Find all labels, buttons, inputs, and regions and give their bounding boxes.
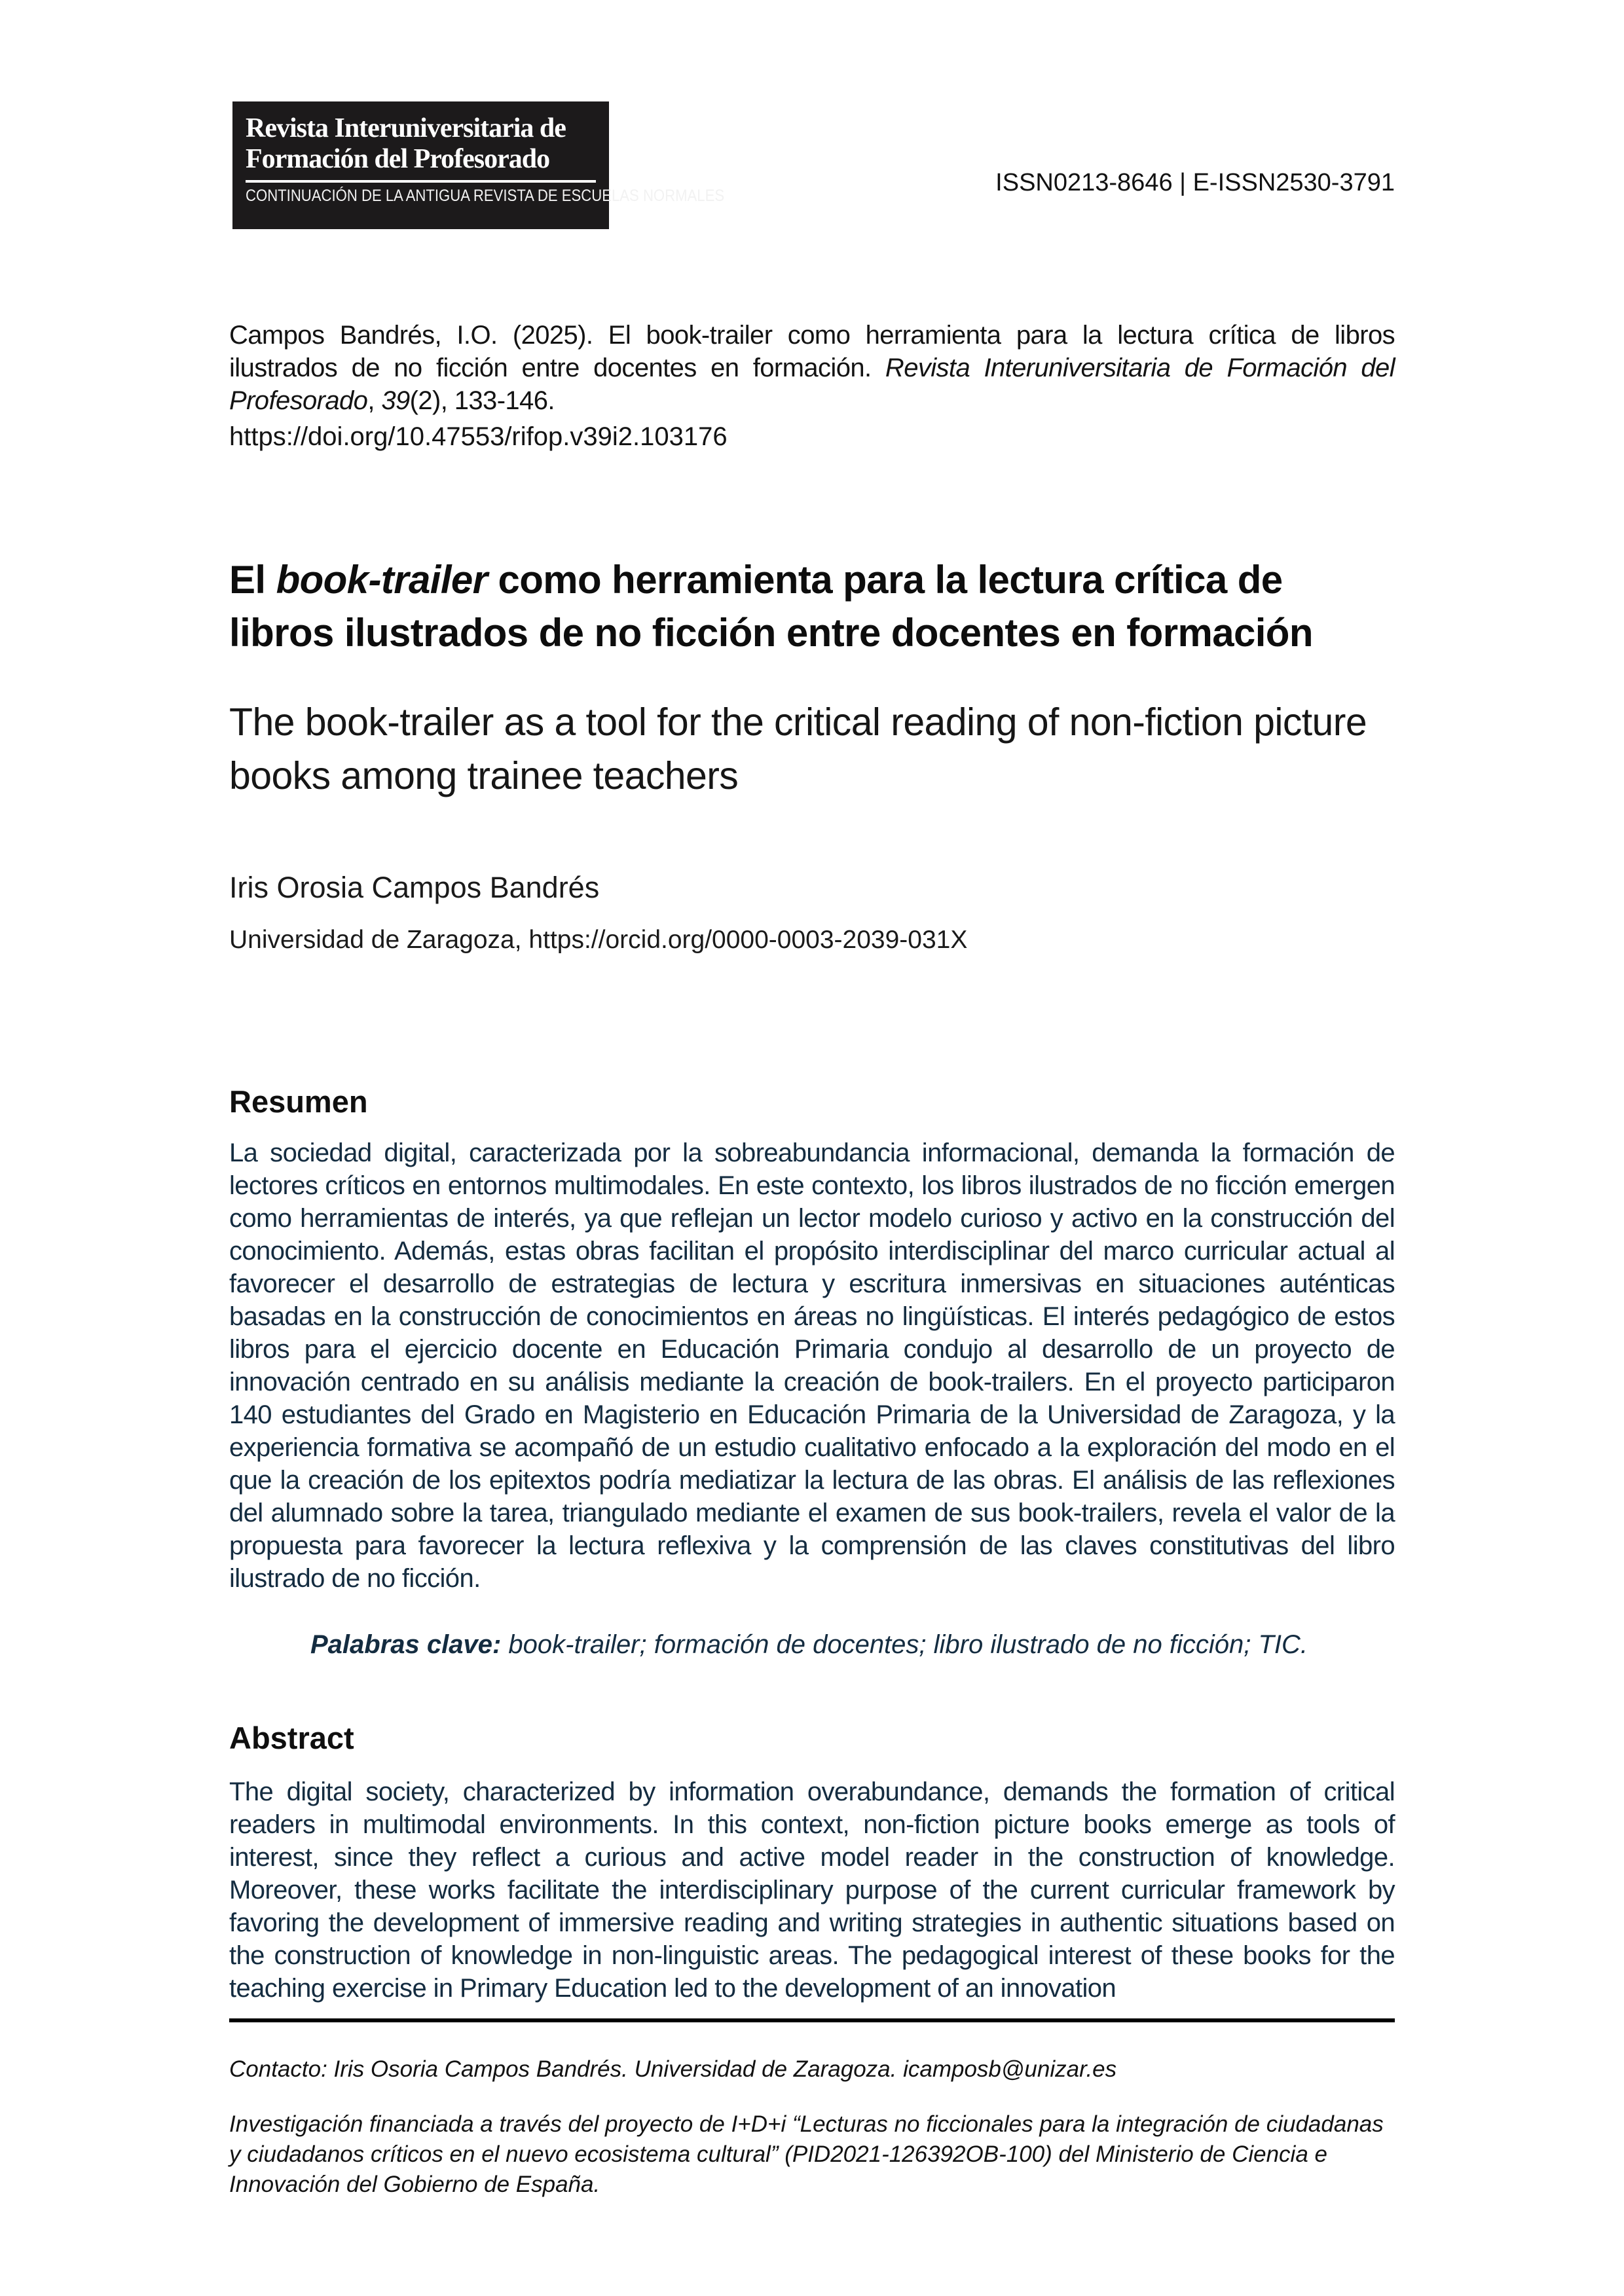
journal-logo-line1: Revista Interuniversitaria de [246,113,566,143]
abstract-heading: Abstract [229,1721,354,1755]
contact-line [229,2054,1395,2085]
citation-pages: (2), 133-146. [409,386,555,415]
title-english: The book-trailer as a tool for the critical reading of non-fiction picture books among trainee teachers [229,701,1367,797]
citation-journal-name: Revista Interuniversitaria de Formación del Profesorado [229,354,1395,415]
keywords-label: Palabras clave: [310,1630,502,1659]
title-spanish [229,553,1395,659]
footnote-divider [229,2018,1395,2022]
journal-logo-subline: CONTINUACIÓN DE LA ANTIGUA REVISTA DE ESCUELAS NORMALES [246,187,725,205]
keywords-line [229,1628,1395,1661]
issn-line: ISSN0213-8646 | E-ISSN2530-3791 [995,169,1395,196]
citation-volume: 39 [381,386,410,415]
affiliation-text: Universidad de Zaragoza, [229,926,529,954]
abstract-body: The digital society, characterized by information overabundance, demands the formation of critical readers in multimodal environments. In this context, non-fiction picture books emerge as tools of interest, since they reflect a curious and active model reader in the construction of knowledge. Moreover, these works facilitate the interdisciplinary purpose of the current curricular framework by favoring the development of immersive reading and writing strategies in authentic situations based on the construction of knowledge in non-linguistic areas. The pedagogical interest of these books for the teaching exercise in Primary Education led to the development of an innovation [229,1777,1395,2003]
funding-note: Investigación financiada a través del proyecto de I+D+i “Lecturas no ficcionales para la integración de ciudadanas y ciudadanos críticos en el nuevo ecosistema cultural” (PID2021-126392OB-100) del Ministerio de Ciencia e Innovación del Gobierno de España. [229,2111,1384,2197]
citation-text: Campos Bandrés, I.O. (2025). El book-trailer como herramienta para la lectura crítica de libros ilustrados de no ficción entre docentes en formación. [229,321,1395,382]
author-affiliation [229,926,1395,955]
citation-sep: , [367,386,382,415]
contact-email[interactable]: icamposb@unizar.es [903,2056,1117,2082]
journal-logo-title [246,113,596,183]
orcid-link[interactable]: https://orcid.org/0000-0003-2039-031X [528,926,968,954]
journal-logo-line2: Formación del Profesorado [246,144,550,174]
journal-logo [232,101,725,229]
resumen-body: La sociedad digital, caracterizada por la sobreabundancia informacional, demanda la formación de lectores críticos en entornos multimodales. En este contexto, los libros ilustrados de no ficción emergen como herramientas de interés, ya que reflejan un lector modelo curioso y activo en la construcción del conocimiento. Además, estas obras facilitan el propósito interdisciplinar del marco curricular actual al favorecer el desarrollo de estrategias de lectura y escritura inmersivas en situaciones auténticas basadas en la construcción de conocimientos en áreas no lingüísticas. El interés pedagógico de estos libros para el ejercicio docente en Educación Primaria condujo al desarrollo de un proyecto de innovación centrado en su análisis mediante la creación de book-trailers. En el proyecto participaron 140 estudiantes del Grado en Magisterio en Educación Primaria de la Universidad de Zaragoza, y la experiencia formativa se acompañó de un estudio cualitativo enfocado a la exploración del modo en el que la creación de los epitextos podría mediatizar la lectura de las obras. El análisis de las reflexiones del alumnado sobre la tarea, triangulado mediante el examen de sus book-trailers, revela el valor de la propuesta para favorecer la lectura reflexiva y la comprensión de las claves constitutivas del libro ilustrado de no ficción. [229,1139,1395,1593]
citation [229,319,1395,417]
doi-link[interactable]: https://doi.org/10.47553/rifop.v39i2.103176 [229,422,728,451]
title-es-part2: como herramienta para la lectura crítica de libros ilustrados de no ficción entre docentes en formación [229,558,1313,655]
resumen-heading: Resumen [229,1084,368,1119]
keywords-list: book-trailer; formación de docentes; libro ilustrado de no ficción; TIC. [501,1630,1308,1659]
title-es-italic: book-trailer [276,558,488,602]
title-es-part1: El [229,558,276,602]
contact-text: Contacto: Iris Osoria Campos Bandrés. Universidad de Zaragoza. [229,2056,904,2082]
author-name: Iris Orosia Campos Bandrés [229,871,600,904]
